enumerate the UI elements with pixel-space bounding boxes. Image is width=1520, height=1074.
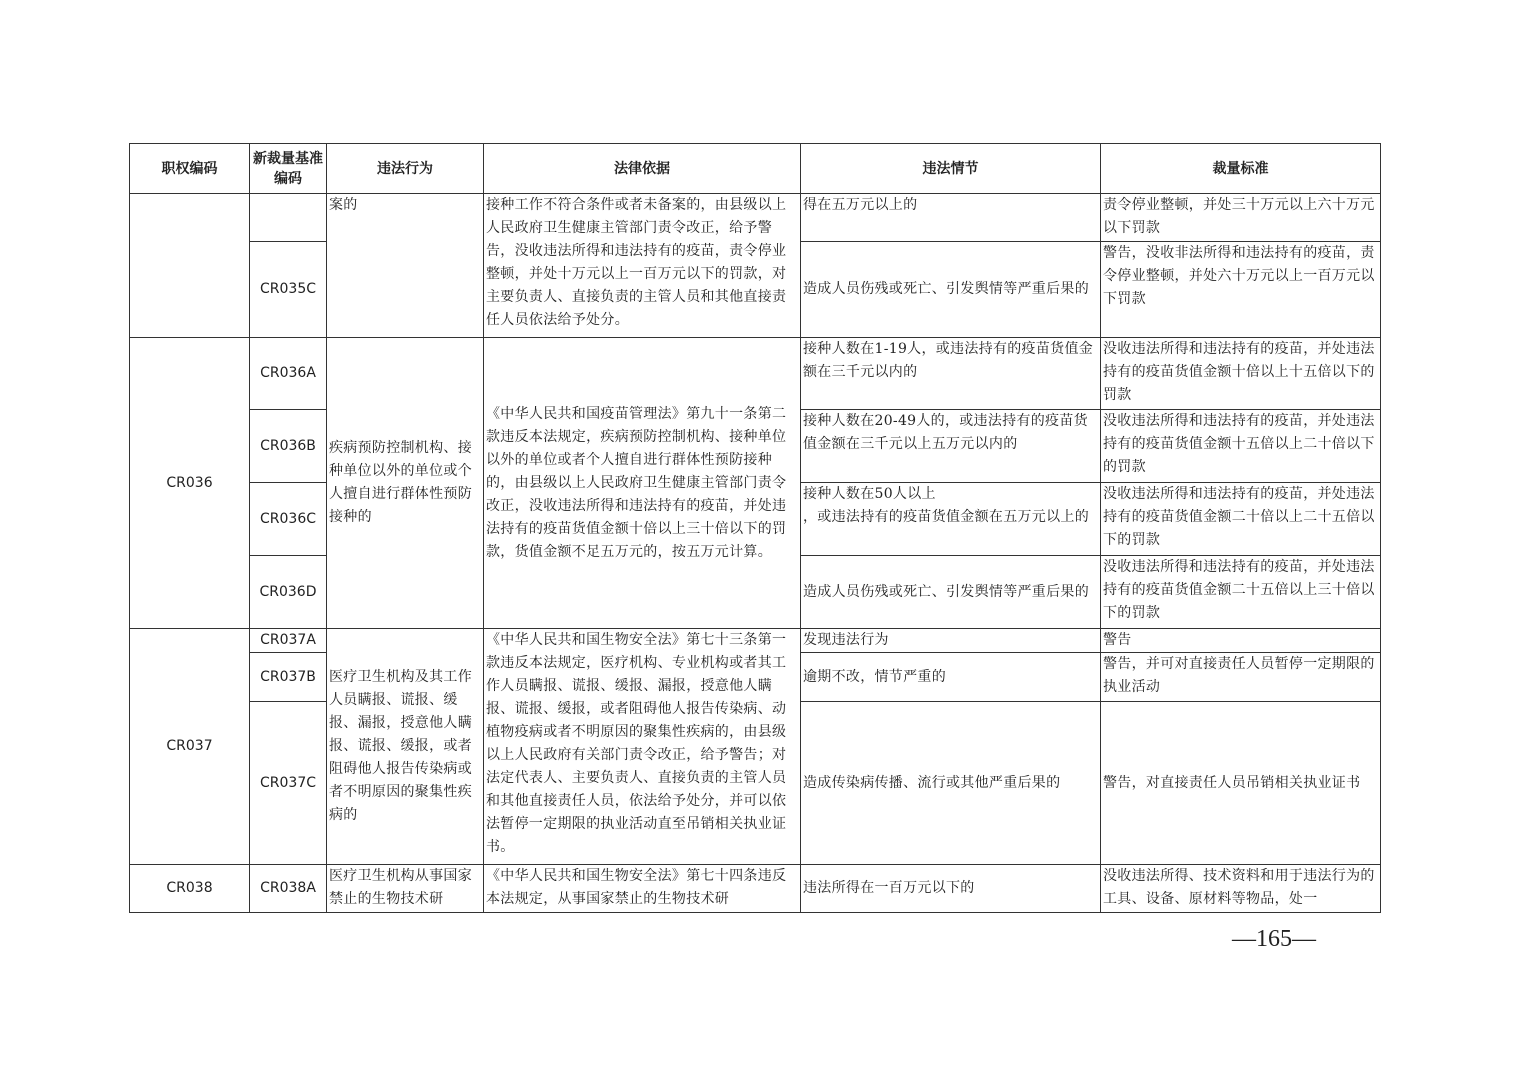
header-standard: 裁量标准 xyxy=(1101,144,1381,194)
standard-cell: 没收违法所得和违法持有的疫苗，并处违法持有的疫苗货值金额十五倍以上二十倍以下的罚款 xyxy=(1101,410,1381,483)
act-cell: 疾病预防控制机构、接种单位以外的单位或个人擅自进行群体性预防接种的 xyxy=(327,338,484,629)
table-row xyxy=(130,629,1381,653)
act-cell: 医疗卫生机构从事国家禁止的生物技术研 xyxy=(327,865,484,913)
basis-cell: 《中华人民共和国生物安全法》第七十四条违反本法规定，从事国家禁止的生物技术研 xyxy=(484,865,801,913)
standard-cell: 没收违法所得、技术资料和用于违法行为的工具、设备、原材料等物品，处一 xyxy=(1101,865,1381,913)
new-code-cell: CR036B xyxy=(250,410,327,483)
header-code: 职权编码 xyxy=(130,144,250,194)
circumstance-line: ，或违法持有的疫苗货值金额在五万元以上的 xyxy=(803,509,1089,525)
page-number: —165— xyxy=(1232,926,1316,952)
table-row xyxy=(130,194,1381,242)
new-code-cell: CR037C xyxy=(250,702,327,865)
circumstance-line: 接种人数在50人以上 xyxy=(803,486,936,502)
circumstance-cell: 发现违法行为 xyxy=(801,629,1101,653)
circumstance-cell: 造成人员伤残或死亡、引发舆情等严重后果的 xyxy=(801,556,1101,629)
header-basis: 法律依据 xyxy=(484,144,801,194)
standard-cell: 没收违法所得和违法持有的疫苗，并处违法持有的疫苗货值金额二十五倍以上三十倍以下的罚款 xyxy=(1101,556,1381,629)
table-row xyxy=(130,865,1381,913)
basis-cell: 《中华人民共和国疫苗管理法》第九十一条第二款违反本法规定，疾病预防控制机构、接种单位以外的单位或者个人擅自进行群体性预防接种的，由县级以上人民政府卫生健康主管部门责令改正，没收违法所得和违法持有的疫苗，并处违法持有的疫苗货值金额十倍以上三十倍以下的罚款，货值金额不足五万元的，按五万元计算。 xyxy=(484,338,801,629)
act-cell: 案的 xyxy=(327,194,484,338)
code-cell: CR037 xyxy=(130,629,250,865)
circumstance-cell xyxy=(801,483,1101,556)
new-code-cell: CR037B xyxy=(250,653,327,702)
act-cell: 医疗卫生机构及其工作人员瞒报、谎报、缓报、漏报，授意他人瞒报、谎报、缓报，或者阻碍他人报告传染病或者不明原因的聚集性疾病的 xyxy=(327,629,484,865)
basis-cell: 接种工作不符合条件或者未备案的，由县级以上人民政府卫生健康主管部门责令改正，给予警告，没收违法所得和违法持有的疫苗，责令停业整顿，并处十万元以上一百万元以下的罚款，对主要负责人、直接负责的主管人员和其他直接责任人员依法给予处分。 xyxy=(484,194,801,338)
table-row xyxy=(130,338,1381,410)
header-circumstance: 违法情节 xyxy=(801,144,1101,194)
circumstance-cell: 接种人数在1-19人，或违法持有的疫苗货值金额在三千元以内的 xyxy=(801,338,1101,410)
standard-cell: 没收违法所得和违法持有的疫苗，并处违法持有的疫苗货值金额十倍以上十五倍以下的罚款 xyxy=(1101,338,1381,410)
circumstance-cell: 逾期不改，情节严重的 xyxy=(801,653,1101,702)
circumstance-cell: 接种人数在20-49人的，或违法持有的疫苗货值金额在三千元以上五万元以内的 xyxy=(801,410,1101,483)
header-new-code: 新裁量基准编码 xyxy=(250,144,327,194)
new-code-cell: CR036D xyxy=(250,556,327,629)
new-code-cell-empty xyxy=(250,194,327,242)
header-act: 违法行为 xyxy=(327,144,484,194)
standard-cell: 警告 xyxy=(1101,629,1381,653)
new-code-cell: CR035C xyxy=(250,242,327,338)
circumstance-cell: 造成传染病传播、流行或其他严重后果的 xyxy=(801,702,1101,865)
table-header-row xyxy=(130,144,1381,194)
standard-cell: 警告，对直接责任人员吊销相关执业证书 xyxy=(1101,702,1381,865)
code-cell-empty xyxy=(130,194,250,338)
new-code-cell: CR037A xyxy=(250,629,327,653)
new-code-cell: CR036A xyxy=(250,338,327,410)
new-code-cell: CR038A xyxy=(250,865,327,913)
circumstance-cell: 违法所得在一百万元以下的 xyxy=(801,865,1101,913)
basis-cell: 《中华人民共和国生物安全法》第七十三条第一款违反本法规定，医疗机构、专业机构或者其工作人员瞒报、谎报、缓报、漏报，授意他人瞒报、谎报、缓报，或者阻碍他人报告传染病、动植物疫病或者不明原因的聚集性疾病的，由县级以上人民政府有关部门责令改正，给予警告；对法定代表人、主要负责人、直接负责的主管人员和其他直接责任人员，依法给予处分，并可以依法暂停一定期限的执业活动直至吊销相关执业证书。 xyxy=(484,629,801,865)
new-code-cell: CR036C xyxy=(250,483,327,556)
standard-cell: 没收违法所得和违法持有的疫苗，并处违法持有的疫苗货值金额二十倍以上二十五倍以下的罚款 xyxy=(1101,483,1381,556)
standard-cell: 警告，没收非法所得和违法持有的疫苗，责令停业整顿，并处六十万元以上一百万元以下罚款 xyxy=(1101,242,1381,338)
circumstance-cell: 造成人员伤残或死亡、引发舆情等严重后果的 xyxy=(801,242,1101,338)
code-cell: CR038 xyxy=(130,865,250,913)
penalty-standard-table xyxy=(129,143,1381,913)
standard-cell: 警告，并可对直接责任人员暂停一定期限的执业活动 xyxy=(1101,653,1381,702)
standard-cell: 责令停业整顿，并处三十万元以上六十万元以下罚款 xyxy=(1101,194,1381,242)
code-cell: CR036 xyxy=(130,338,250,629)
circumstance-cell: 得在五万元以上的 xyxy=(801,194,1101,242)
